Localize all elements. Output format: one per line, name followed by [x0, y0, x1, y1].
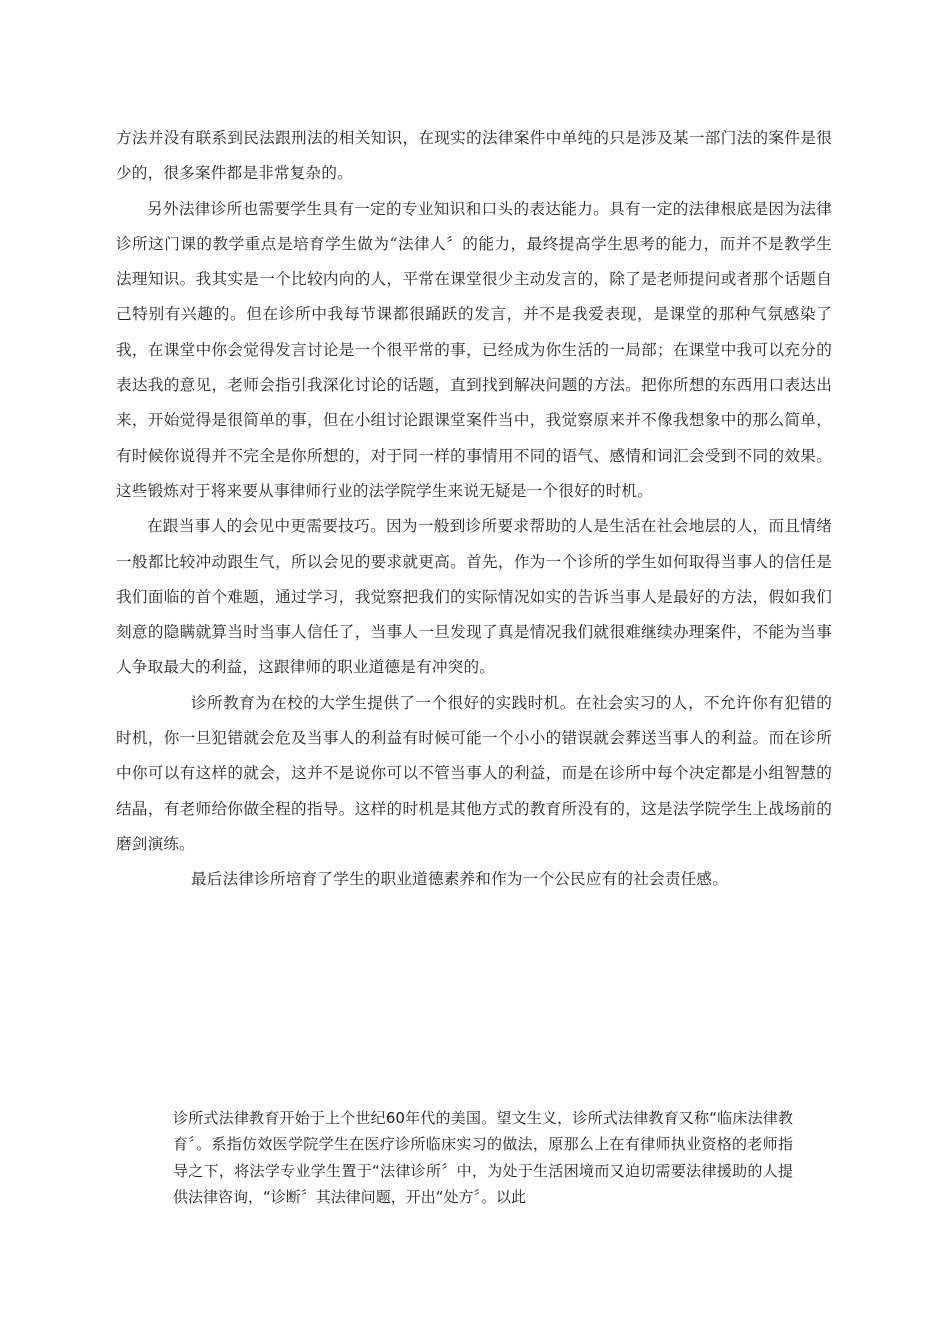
paragraph: 在跟当事人的会见中更需要技巧。因为一般到诊所要求帮助的人是生活在社会地层的人，而且情绪一般都比较冲动跟生气，所以会见的要求就更高。首先，作为一个诊所的学生如何取得当事人的信任是我们面临的首个难题，通过学习，我觉察把我们的实际情况如实的告诉当事人是最好的方法，假如我们刻意的隐瞒就算当时当事人信任了，当事人一旦发现了真是情况我们就很难继续办理案件，不能为当事人争取最大的利益，这跟律师的职业道德是有冲突的。 [116, 517, 832, 677]
body-text [116, 121, 832, 898]
footnote-text: 诊所式法律教育开始于上个世纪60年代的美国。望文生义，诊所式法律教育又称“临床法律教育〞。系指仿效医学院学生在医疗诊所临床实习的做法，原那么上在有律师执业资格的老师指导之下，将法学专业学生置于“法律诊所〞中，为处于生活困境而又迫切需要法律援助的人提供法律咨询，“诊断〞其法律问题，开出“处方〞。以此 [173, 1109, 793, 1207]
paragraph: 方法并没有联系到民法跟刑法的相关知识，在现实的法律案件中单纯的只是涉及某一部门法的案件是很少的，很多案件都是非常复杂的。 [116, 129, 832, 183]
paragraph: 诊所教育为在校的大学生提供了一个很好的实践时机。在社会实习的人，不允许你有犯错的时机，你一旦犯错就会危及当事人的利益有时候可能一个小小的错误就会葬送当事人的利益。而在诊所中你可以有这样的就会，这并不是说你可以不管当事人的利益，而是在诊所中每个决定都是小组智慧的结晶，有老师给你做全程的指导。这样的时机是其他方式的教育所没有的，这是法学院学生上战场前的磨剑演练。 [116, 693, 832, 853]
paragraph: 另外法律诊所也需要学生具有一定的专业知识和口头的表达能力。具有一定的法律根底是因为法律诊所这门课的教学重点是培育学生做为“法律人〞的能力，最终提高学生思考的能力，而并不是教学生法理知识。我其实是一个比较内向的人，平常在课堂很少主动发言的，除了是老师提问或者那个话题自己特别有兴趣的。但在诊所中我每节课都很踊跃的发言，并不是我爱表现，是课堂的那种气氛感染了我，在课堂中你会觉得发言讨论是一个很平常的事，已经成为你生活的一局部；在课堂中我可以充分的表达我的意见，老师会指引我深化讨论的话题，直到找到解决问题的方法。把你所想的东西用口表达出来，开始觉得是很简单的事，但在小组讨论跟课堂案件当中，我觉察原来并不像我想象中的那么简单，有时候你说得并不完全是你所想的，对于同一样的事情用不同的语气、感情和词汇会受到不同的效果。这些锻炼对于将来要从事律师行业的法学院学生来说无疑是一个很好的时机。 [116, 199, 832, 500]
paragraph: 最后法律诊所培育了学生的职业道德素养和作为一个公民应有的社会责任感。 [191, 870, 728, 889]
footnote [173, 1105, 793, 1211]
